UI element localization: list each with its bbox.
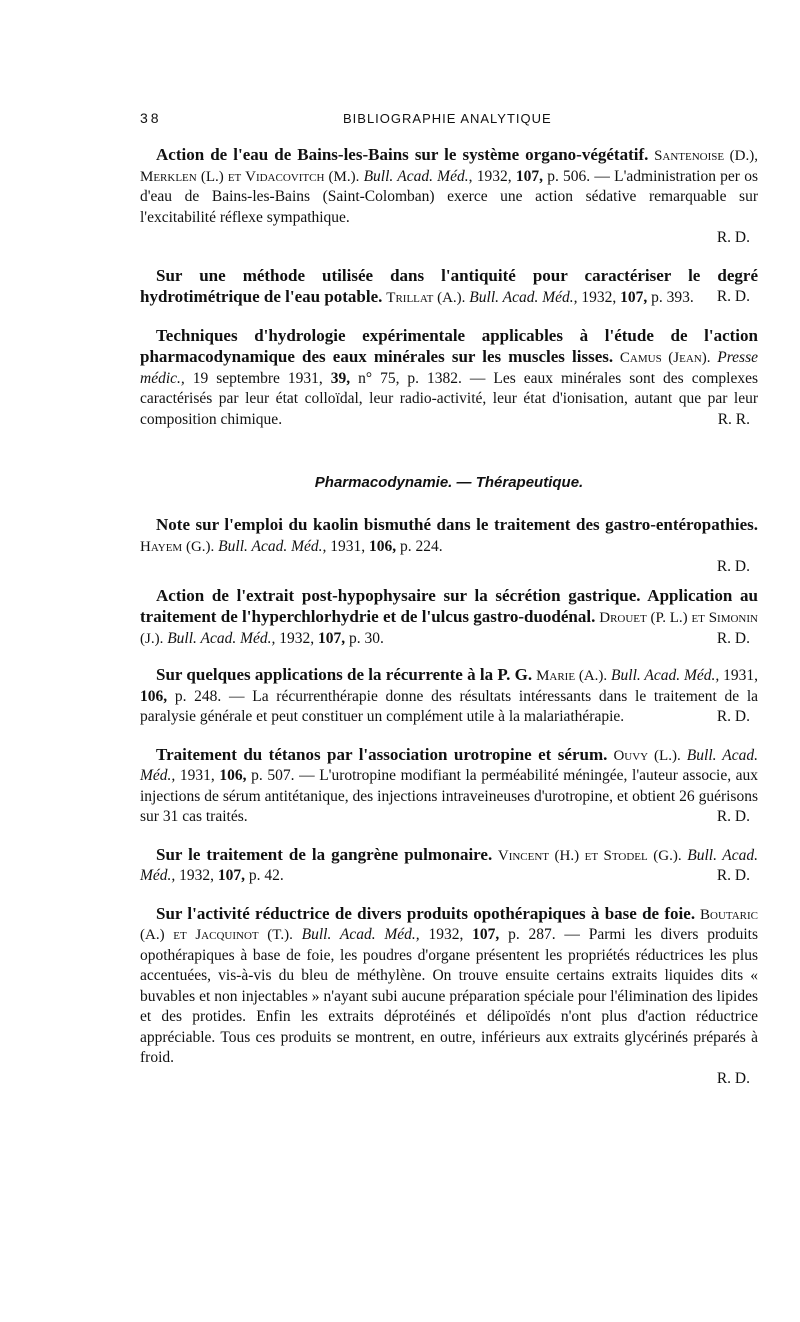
entry-title: Sur le traitement de la gangrène pulmonaire. — [156, 844, 493, 864]
bibliography-entry — [140, 586, 758, 650]
entry-title: Sur l'activité réductrice de divers produits opothérapiques à base de foie. — [156, 903, 696, 923]
bibliography-entry — [140, 515, 758, 578]
entry-journal: Presse médic., — [140, 349, 758, 387]
entry-journal: Bull. Acad. Méd., — [611, 667, 720, 684]
entry-volume: 106, — [369, 537, 397, 555]
entry-reviewer-initials: R. D. — [716, 558, 750, 575]
entry-authors: Marie (A.). — [536, 668, 608, 684]
bibliography-entry — [140, 266, 758, 309]
bibliography-entry — [140, 845, 758, 887]
entry-pages: p. 224. — [400, 537, 443, 555]
running-head-title: BIBLIOGRAPHIE ANALYTIQUE — [343, 111, 552, 126]
entry-reviewer-initials: R. D. — [716, 288, 750, 305]
section-heading: Pharmacodynamie. — Thérapeutique. — [314, 474, 584, 491]
entry-abstract: — Les eaux minérales sont des complexes caractérisés par leur état colloïdal, leur radio-activité, leur état d'ionisation, autant que par leur composition chimique. — [140, 369, 758, 428]
entry-volume: 107, — [318, 629, 346, 647]
entry-year: 1932, — [279, 629, 315, 647]
entry-year: 1931, — [723, 667, 759, 684]
entry-pages: p. 42. — [248, 867, 284, 884]
entry-abstract: — L'administration per os d'eau de Bains-les-Bains (Saint-Colomban) exerce une action sédative remarquable sur l'excitabilité réflexe sympathique. — [140, 167, 758, 226]
entry-pages: p. 507. — [251, 767, 295, 784]
entry-journal: Bull. Acad. Méd., — [140, 846, 759, 884]
entry-year: 1932, — [179, 867, 215, 884]
bibliography-entry — [140, 745, 758, 828]
entry-reviewer-initials: R. D. — [716, 229, 750, 246]
entry-journal: Bull. Acad. Méd. — [363, 167, 469, 185]
entry-journal: Bull. Acad. Méd., — [469, 289, 578, 306]
entry-title: Action de l'eau de Bains-les-Bains sur le système organo-végétatif. — [156, 145, 649, 164]
entry-pages: p. 506. — [547, 167, 591, 185]
entry-title: Action de l'extrait post-hypophysaire sur la sécrétion gastrique. Application au traitement de l'hyperchlorhydrie et de l'ulcus gastro-duodénal. — [140, 585, 758, 626]
entry-pages: p. 287. — [508, 926, 556, 943]
entry-year: 1932, — [581, 289, 617, 306]
entry-volume: 107, — [217, 867, 246, 884]
entry-authors: Trillat (A.). — [386, 290, 466, 306]
bibliography-entry — [140, 665, 758, 728]
entry-journal: Bull. Acad. Méd., — [218, 537, 327, 555]
entry-journal: Bull. Acad. Méd., — [167, 629, 276, 647]
entry-authors: Boutaric (A.) et Jacquinot (T.). — [140, 906, 759, 943]
entry-abstract: — L'urotropine modifiant la perméabilité méningée, l'auteur associe, aux injections de sérum antitétanique, des injections intraveineuses d'urotropine, et obtient 26 guérisons sur 31 cas traités. — [140, 767, 759, 825]
entry-reviewer-initials: R. D. — [716, 808, 750, 825]
entry-reviewer-initials: R. D. — [716, 629, 750, 647]
entry-volume: 106, — [219, 767, 247, 784]
entry-title: Note sur l'emploi du kaolin bismuthé dans le traitement des gastro-entéropathies. — [156, 515, 758, 534]
entry-pages: p. 30. — [349, 629, 384, 647]
entry-reviewer-initials: R. D. — [716, 867, 750, 884]
entry-year: 1932, — [428, 926, 464, 943]
entry-title: Sur quelques applications de la récurrente à la P. G. — [156, 665, 533, 684]
entry-reviewer-initials: R. D. — [716, 1069, 750, 1087]
entry-year: 19 septembre 1931, — [192, 369, 323, 387]
entry-year: 1932, — [476, 167, 512, 185]
bibliography-entry — [140, 326, 758, 431]
bibliography-entry: Action de l'eau de Bains-les-Bains sur le système organo-végétatif. Santenoise (D.), Merklen (L.) et Vidacovitch (M.). Bull. Acad. Méd., 1932, 107, p. 506. — L'administration per os d'eau de Bains-les-Bains (Saint-Colomban) exerce une action sédative remarquable sur l'excitabilité réflexe sympathique. R. D. — [140, 145, 758, 249]
entry-pages: p. 248. — [174, 687, 222, 705]
entry-authors: Ouvy (L.). — [613, 747, 681, 764]
entry-title: Traitement du tétanos par l'association urotropine et sérum. — [156, 744, 608, 764]
entry-volume: 107, — [620, 289, 648, 306]
bibliography-entry — [140, 904, 758, 1090]
entry-authors: Santenoise (D.), Merklen (L.) et Vidacovitch (M.). — [140, 148, 758, 185]
entry-journal: Bull. Acad. Méd., — [301, 926, 420, 943]
entry-volume: 107, — [472, 926, 500, 943]
entry-pages: p. 393. — [651, 289, 694, 306]
document-page — [140, 110, 758, 1089]
page-number: 38 — [140, 110, 162, 126]
entry-reviewer-initials: R. R. — [717, 410, 750, 428]
entry-pages: n° 75, p. 1382. — [358, 369, 462, 387]
entry-volume: 39, — [330, 369, 351, 387]
entry-abstract: — Parmi les divers produits opothérapiques à base de foie, les poudres d'organe présentent les propriétés réductrices les plus accentuées, vis-à-vis du bleu de méthylène. On trouve ensuite certains extraits liquides dits « buvables et non injectables » n'ayant subi aucune préparation spéciale pour l'élimination des lipides et des protides. Enfin les extraits déprotéinés et délipoïdés n'ont plus d'action réductrice appréciable. Tous ces produits se montrent, en outre, inférieurs aux extraits glycérinés préparés à froid. — [140, 926, 759, 1066]
entry-title: Techniques d'hydrologie expérimentale applicables à l'étude de l'action pharmacodynamique des eaux minérales sur les muscles lisses. — [140, 325, 758, 366]
entry-journal: Bull. Acad. Méd., — [140, 746, 759, 784]
entry-volume: 106, — [140, 687, 168, 705]
entry-authors: Hayem (G.). — [140, 538, 215, 555]
entry-reviewer-initials: R. D. — [716, 708, 750, 725]
entry-authors: Camus (Jean). — [619, 350, 711, 366]
running-head — [140, 110, 758, 132]
entry-year: 1931, — [179, 767, 215, 784]
entry-authors: Drouet (P. L.) et Simonin (J.). — [140, 610, 758, 647]
entry-year: 1931, — [330, 537, 366, 555]
entry-volume: 107, — [515, 167, 543, 185]
entry-title: Sur une méthode utilisée dans l'antiquité pour caractériser le degré hydrotimétrique de l'eau potable. — [140, 265, 758, 306]
entry-abstract: — La récurrenthérapie donne des résultats intéressants dans le traitement de la paralysie générale et peut constituer un complément utile à la malariathérapie. — [140, 687, 759, 725]
entry-authors: Vincent (H.) et Stodel (G.). — [497, 847, 682, 864]
